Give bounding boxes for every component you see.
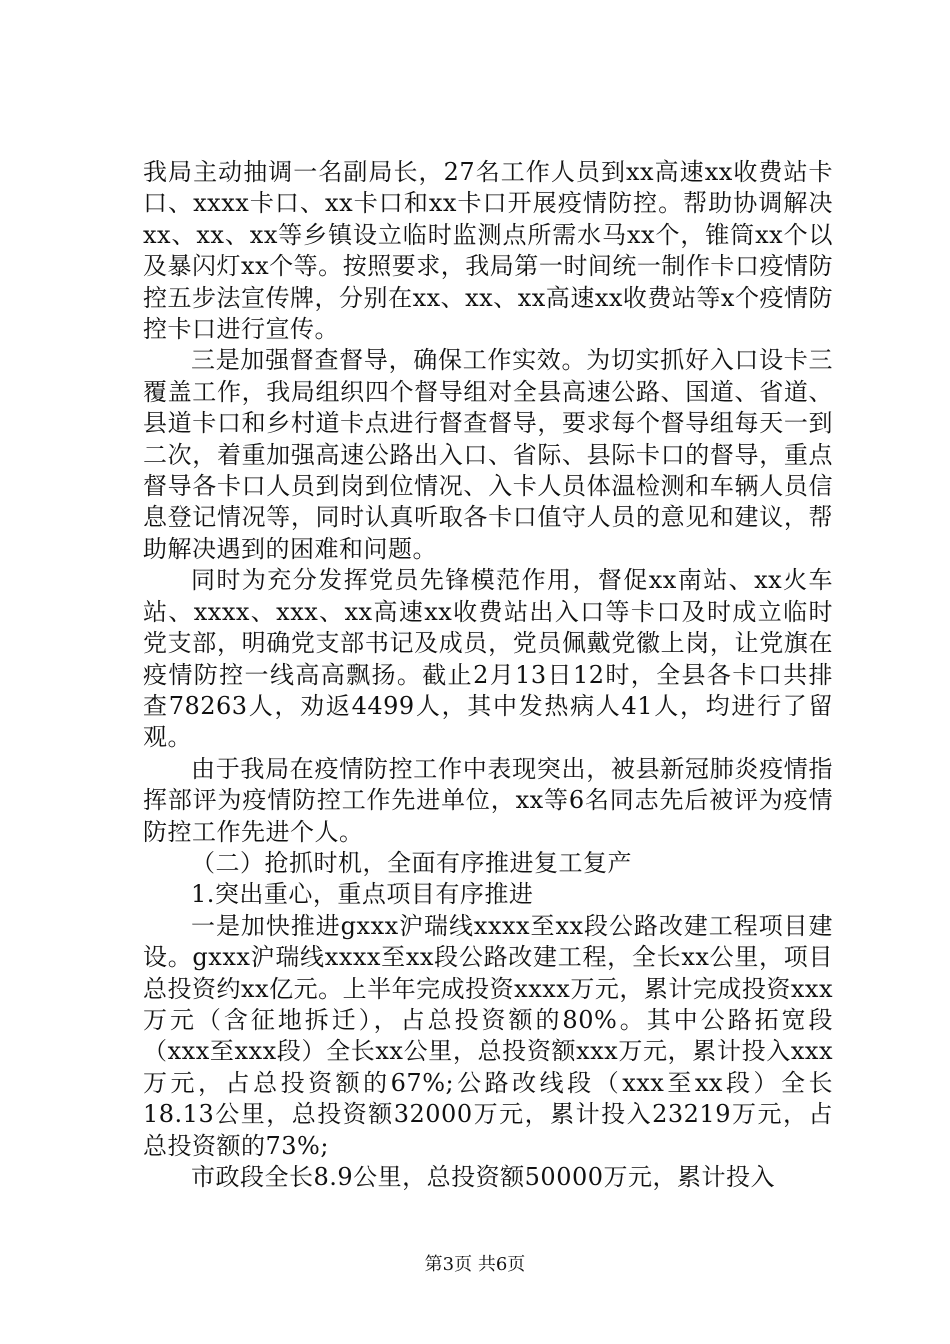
subsection-heading-key-projects: 1.突出重心，重点项目有序推进 <box>191 880 534 909</box>
paragraph-supervision: 三是加强督查督导，确保工作实效。为切实抓好入口设卡三覆盖工作，我局组织四个督导组对全县高速公路、国道、省道、县道卡口和乡村道卡点进行督查督导，要求每个督导组每天一到二次，着重加强高速公路出入口、省际、县际卡口的督导，重点督导各卡口人员到岗到位情况、入卡人员体温检测和车辆人员信息登记情况等，同时认真听取各卡口值守人员的意见和建议，帮助解决遇到的困难和问题。 <box>143 346 833 563</box>
paragraph-road-project: 一是加快推进gxxx沪瑞线xxxx至xx段公路改建工程项目建设。gxxx沪瑞线xxxx至xx段公路改建工程，全长xx公里，项目总投资约xx亿元。上半年完成投资xxxx万元，累计完成投资xxx万元（含征地拆迁），占总投资额的80%。其中公路拓宽段（xxx至xxx段）全长xx公里，总投资额xxx万元，累计投入xxx万元，占总投资额的67%;公路改线段（xxx至xx段）全长18.13公里，总投资额32000万元，累计投入23219万元，占总投资额的73%; <box>143 911 833 1160</box>
document-body <box>143 157 833 1193</box>
section-heading-resume-work: （二）抢抓时机，全面有序推进复工复产 <box>191 848 632 877</box>
paragraph-party-branch: 同时为充分发挥党员先锋模范作用，督促xx南站、xx火车站、xxxx、xxx、xx高速xx收费站出入口等卡口及时成立临时党支部，明确党支部书记及成员，党员佩戴党徽上岗，让党旗在疫情防控一线高高飘扬。截止2月13日12时，全县各卡口共排查78263人，劝返4499人，其中发热病人41人，均进行了留观。 <box>143 566 833 752</box>
paragraph-checkpoint-support: 我局主动抽调一名副局长，27名工作人员到xx高速xx收费站卡口、xxxx卡口、xx卡口和xx卡口开展疫情防控。帮助协调解决xx、xx、xx等乡镇设立临时监测点所需水马xx个，锥筒xx个以及暴闪灯xx个等。按照要求，我局第一时间统一制作卡口疫情防控五步法宣传牌，分别在xx、xx、xx高速xx收费站等x个疫情防控卡口进行宣传。 <box>143 158 833 344</box>
page-number-footer: 第3页 共6页 <box>424 1254 526 1275</box>
paragraph-commendation: 由于我局在疫情防控工作中表现突出，被县新冠肺炎疫情指挥部评为疫情防控工作先进单位，xx等6名同志先后被评为疫情防控工作先进个人。 <box>143 754 833 846</box>
paragraph-municipal-section: 市政段全长8.9公里，总投资额50000万元，累计投入 <box>191 1163 776 1191</box>
